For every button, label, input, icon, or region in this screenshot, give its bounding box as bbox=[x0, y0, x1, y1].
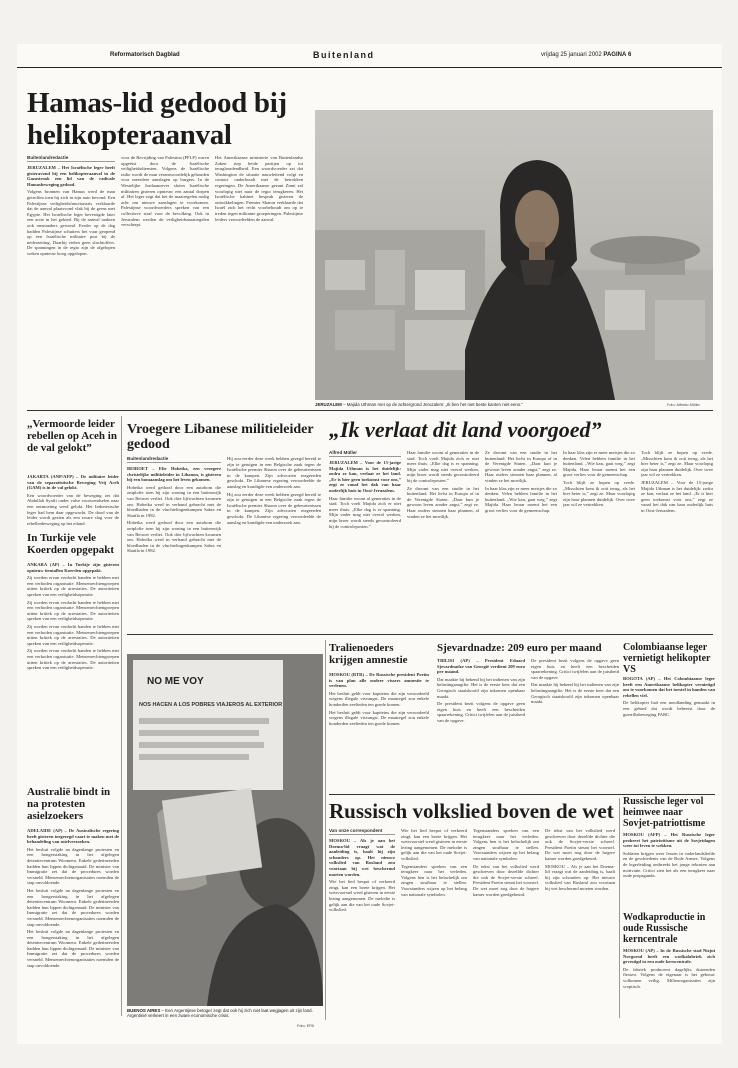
main-photo-image bbox=[315, 110, 713, 400]
vodka-headline: Wodkaproductie in oude Russische kerncentrale bbox=[623, 912, 706, 945]
russia-anthem-col3: Tegenstanders spreken van een terugkeer naar het verleden. Volgens hen is het belachelijk om zingen strafbaar te stellen. Voorstanders wijzen op het belang van nationale symbolen. De tekst van het volkslied werd geschreven door dezelfde dichter die ook de Sovjet-versie schreef. President Poetin steunt het voorstel. De wet moet nog door de hogere kamer worden goedgekeurd. bbox=[473, 828, 539, 897]
section-divider bbox=[27, 410, 713, 411]
lebanon-col2: Hij zou eerder deze week hebben gezegd bereid te zijn te getuigen in een Belgische zaak tegen de Israëlische premier Sharon over de gebeurtenissen in de kampen. Zijn advocaten reageerden geschokt. De Libanese regering veroordeelde de aanslag en kondigde een onderzoek aan. Hij zou eerder deze week hebben gezegd bereid te zijn te getuigen in een Belgische zaak tegen de Israëlische premier Sharon over de gebeurtenissen in de kampen. Zijn advocaten reageerden geschokt. De Libanese regering veroordeelde de aanslag en kondigde een onderzoek aan. bbox=[227, 456, 321, 525]
main-article-col2: voor de Bevrijding van Palestina (PFLP) waren opgeëist door de Israëlische veiligheidsdiensten. Volgens de Israëlische radio wordt de man verantwoordelijk gehouden voor meerdere aanslagen op burgers. In de Westelijke Jordaanoever sloten Israëlische militairen gisteren opnieuw een aantal dorpen af. Het leger zegt dat het de maatregelen nodig acht om nieuwe aanslagen te voorkomen. Palestijnse woordvoerders spreken van een collectieve straf voor de bevolking. Ook in Jeruzalem werden de veiligheidsmaatregelen verscherpt. bbox=[121, 155, 209, 228]
argentina-sign-text-1: NO ME VOY bbox=[147, 676, 204, 687]
argentina-caption: BUENOS AIRES – Een Argentijnse betoger zegt dat ook hij zich niet laat wegjagen uit zijn land. Argentinië verkeert in een zware economische crisis. bbox=[127, 1008, 313, 1019]
georgia-col1: TBILISI (AP) – President Eduard Sjevardnadze van Georgië verdient 209 euro per maand. Dat maakte hij bekend bij het indienen van zijn belastingaangifte. Het is de eerste keer dat een Georgisch staatshoofd zijn inkomen openbaar maakt. De president bezit volgens de opgave geen eigen huis en heeft een bescheiden spaarrekening. Critici twijfelen aan de juistheid van de opgave. bbox=[437, 658, 525, 723]
section-divider bbox=[329, 794, 715, 795]
trawlers-headline: Tralienoeders krijgen amnestie bbox=[329, 642, 408, 666]
section-title: Buitenland bbox=[313, 50, 375, 60]
interview-col1: Alfred Müller JERUZALEM – Voor de 15-jarige Majida Uthman is het duidelijk: zodra ze kan, verlaat ze het land. „Er is hier geen toekomst voor ons,” zegt ze vanaf het dak van haar ouderlijk huis in Oost-Jeruzalem. Haar familie woont al generaties in de stad. Toch voelt Majida zich er niet meer thuis. „Elke dag is er spanning. Mijn vader mag niet overal werken, mijn broer wordt steeds gecontroleerd bij de controleposten.” bbox=[329, 450, 401, 529]
russia-anthem-headline: Russisch volkslied boven de wet bbox=[329, 799, 614, 823]
australia-body: ADELAIDE (AP) – De Australische regering heeft gisteren toegezegd vaart te maken met de behandeling van asielverzoeken. Het besluit volgde na dagenlange protesten en een hongerstaking in het afgelegen detentiecentrum Woomera. Enkele gedetineerden hadden hun lippen dichtgenaaid. De minister van Immigratie zei dat de procedures worden versneld. Mensenrechtenorganisaties noemden de stap onvoldoende. Het besluit volgde na dagenlange protesten en een hongerstaking in het afgelegen detentiecentrum Woomera. Enkele gedetineerden hadden hun lippen dichtgenaaid. De minister van Immigratie zei dat de procedures worden versneld. Mensenrechtenorganisaties noemden de stap onvoldoende. Het besluit volgde na dagenlange protesten en een hongerstaking in het afgelegen detentiecentrum Woomera. Enkele gedetineerden hadden hun lippen dichtgenaaid. De minister van Immigratie zei dat de procedures worden versneld. Mensenrechtenorganisaties noemden de stap onvoldoende. bbox=[27, 828, 119, 968]
column-rule bbox=[121, 416, 122, 1016]
russia-anthem-col2: Wie het lied bespot of verkeerd zingt, kan een boete krijgen. Het wetsvoorstel werd gisteren in eerste lezing aangenomen. De melodie is gelijk aan die van het oude Sovjet-volkslied. Tegenstanders spreken van een terugkeer naar het verleden. Volgens hen is het belachelijk om zingen strafbaar te stellen. Voorstanders wijzen op het belang van nationale symbolen. bbox=[401, 828, 467, 897]
argentina-photo bbox=[127, 654, 323, 1006]
trawlers-body: MOSKOU (RTR) – De Russische president Poetin is van plan alle oudere vissers amnestie te verlenen. Het besluit geldt voor kapiteins die zijn veroordeeld wegens illegale visvangst. De maatregel zou enkele honderden zeelieden ten goede komen. Het besluit geldt voor kapiteins die zijn veroordeeld wegens illegale visvangst. De maatregel zou enkele honderden zeelieden ten goede komen. bbox=[329, 672, 429, 726]
aceh-body: JAKARTA (ANP/AFP) – De militaire leider van de separatistische Beweging Vrij Aceh (GAM) is in de val gelokt. Een woordvoerder van de beweging zei dat Abdullah Syafii onder valse voorwendselen naar een ontmoeting werd gelokt. Het Indonesische leger had hem daar opgewacht. De dood van de leider wordt gezien als een zware slag voor de rebellenbeweging op het eiland. bbox=[27, 474, 119, 526]
argentina-credit: Foto: EPA bbox=[297, 1024, 315, 1028]
russia-army-body: MOSKOU (AFP) – Het Russische leger probeert het patriottisme uit de Sovjetdagen weer tot leven te wekken. Soldaten krijgen weer lessen in vaderlandsliefde en de geschiedenis van de Rode Armee. Volgens de legerleiding ontbreekt het jonge rekruten aan motivatie. Critici zien het als een terugkeer naar oude propaganda. bbox=[623, 832, 715, 879]
turkey-body: ANKARA (AP) – In Turkije zijn gisteren opnieuw tientallen Koerden opgepakt. Zij worden ervan verdacht banden te hebben met een verboden organisatie. Mensenrechtengroepen uitten kritiek op de arrestaties. De autoriteiten spreken van een veiligheidsoperatie. Zij worden ervan verdacht banden te hebben met een verboden organisatie. Mensenrechtengroepen uitten kritiek op de arrestaties. De autoriteiten spreken van een veiligheidsoperatie. Zij worden ervan verdacht banden te hebben met een verboden organisatie. Mensenrechtengroepen uitten kritiek op de arrestaties. De autoriteiten spreken van een veiligheidsoperatie. Zij worden ervan verdacht banden te hebben met een verboden organisatie. Mensenrechtengroepen uitten kritiek op de arrestaties. De autoriteiten spreken van een veiligheidsoperatie. bbox=[27, 562, 119, 671]
page-header bbox=[17, 44, 722, 68]
paper-name: Reformatorisch Dagblad bbox=[110, 52, 180, 58]
main-photo bbox=[315, 110, 713, 400]
australia-headline: Australië bindt in na protesten asielzoekers bbox=[27, 786, 111, 822]
newspaper-page bbox=[17, 44, 722, 1044]
main-article-col1: Buitenlandredactie JERUZALEM – Het Israëlische leger heeft gisteravond bij een helikopteraanval in de Gazastrook een lid van de radicale Hamasbeweging gedood. Volgens bronnen van Hamas werd de man getroffen toen hij zich in zijn auto bevond. Een Palestijnse veiligheidsfunctionaris verklaarde dat de aanval plaatsvond vlak bij de grens met Egypte. Het Israëlische leger bevestigde later een actie in het gebied. Bij de aanval raakten ook omstanders gewond. Eerder op de dag hadden Palestijnse schutters het vuur geopend op een Israëlische militaire post bij de nederzetting. Daarbij vielen geen slachtoffers. De spanningen in de regio zijn de afgelopen weken opnieuw hoog opgelopen. bbox=[27, 155, 115, 256]
interview-col3: Ze droomt van een studie in het buitenland. Het liefst in Europa of in de Verenigde Staten. „Daar kun je gewoon leven zonder angst,” zegt ze. Haar ouders steunen haar plannen, al vinden ze het moeilijk. In haar klas zijn er meer meisjes die zo denken. Velen hebben familie in het buitenland. „Wie kan, gaat weg,” zegt Majida. Haar leraar noemt het een groot verlies voor de gemeenschap. bbox=[485, 450, 557, 513]
argentina-photo-image bbox=[127, 654, 323, 1006]
main-article-col3: Het Amerikaanse ministerie van Buitenlandse Zaken riep beide partijen op tot terughoudendheid. Een woordvoerder zei dat Washington de situatie nauwlettend volgt en contact onderhoudt met de betrokken regeringen. De Amerikaanse gezant Zinni zal voorlopig niet naar de regio terugkeren. Het Israëlische kabinet besprak gisteren de ontwikkelingen. Premier Sharon verklaarde dat Israël zich het recht voorbehoudt om op te treden tegen militante groeperingen. Palestijnse leiders veroordeelden de aanval. bbox=[215, 155, 303, 222]
colombia-headline: Colombiaanse leger vernietigt helikopter VS bbox=[623, 642, 711, 675]
russia-anthem-col1: Van onze correspondent MOSKOU – Als je aan het Doema-lid vraagt wat de aanleiding is, haalt hij zijn schouders op. Het nieuwe volkslied van Rusland zou voortaan bij wet beschermd moeten worden. Wie het lied bespot of verkeerd zingt, kan een boete krijgen. Het wetsvoorstel werd gisteren in eerste lezing aangenomen. De melodie is gelijk aan die van het oude Sovjet-volkslied. bbox=[329, 828, 395, 913]
turkey-headline: In Turkije vele Koerden opgepakt bbox=[27, 532, 115, 556]
interview-headline: „Ik verlaat dit land voorgoed” bbox=[329, 417, 602, 442]
column-rule bbox=[619, 798, 620, 1018]
colombia-body: BOGOTA (AP) – Het Colombiaanse leger heeft een Amerikaanse helikopter vernietigd om te voorkomen dat het toestel in handen van rebellen viel. De helikopter had een noodlanding gemaakt in een gebied dat wordt beheerst door de guerrillabeweging FARC. bbox=[623, 676, 715, 717]
interview-col4: In haar klas zijn er meer meisjes die zo denken. Velen hebben familie in het buitenland. „Wie kan, gaat weg,” zegt Majida. Haar leraar noemt het een groot verlies voor de gemeenschap. Toch blijft ze hopen op vrede. „Misschien kom ik ooit terug, als het hier beter is,” zegt ze. Maar voorlopig zijn haar plannen duidelijk. Over twee jaar wil ze vertrekken. bbox=[563, 450, 635, 508]
main-byline: Buitenlandredactie bbox=[27, 155, 115, 162]
interview-col5: Toch blijft ze hopen op vrede. „Misschien kom ik ooit terug, als het hier beter is,” zegt ze. Maar voorlopig zijn haar plannen duidelijk. Over twee jaar wil ze vertrekken. JERUZALEM – Voor de 15-jarige Majida Uthman is het duidelijk: zodra ze kan, verlaat ze het land. „Er is hier geen toekomst voor ons,” zegt ze vanaf het dak van haar ouderlijk huis in Oost-Jeruzalem. bbox=[641, 450, 713, 513]
section-divider bbox=[127, 634, 713, 635]
aceh-headline: „Vermoorde leider rebellen op Aceh in de val gelokt” bbox=[27, 418, 117, 454]
lebanon-headline: Vroegere Libanese militieleider gedood bbox=[127, 422, 314, 452]
main-headline: Hamas-lid gedood bij helikopteraanval bbox=[27, 87, 287, 151]
interview-col2: Haar familie woont al generaties in de stad. Toch voelt Majida zich er niet meer thuis. „Elke dag is er spanning. Mijn vader mag niet overal werken, mijn broer wordt steeds gecontroleerd bij de controleposten.” Ze droomt van een studie in het buitenland. Het liefst in Europa of in de Verenigde Staten. „Daar kun je gewoon leven zonder angst,” zegt ze. Haar ouders steunen haar plannen, al vinden ze het moeilijk. bbox=[407, 450, 479, 519]
vodka-body: MOSKOU (AP) – In de Russische stad Nizjni Novgorod heeft een wodkafabriek zich gevestigd in een oude kerncentrale. De fabriek produceert dagelijks duizenden flessen. Volgens de eigenaar is het gebouw volkomen veilig. Milieuorganisaties zijn sceptisch. bbox=[623, 948, 715, 989]
main-photo-caption: JERUZALEM – Majida Uthman met op de achtergrond Jeruzalem: „Ik ben het niet beste kanten niet eens.” bbox=[315, 402, 523, 407]
russia-army-headline: Russische leger vol heimwee naar Sovjet-patriottisme bbox=[623, 796, 706, 829]
georgia-headline: Sjevardnadze: 209 euro per maand bbox=[437, 642, 602, 654]
main-photo-credit: Foto: Alfredo Müller bbox=[667, 403, 700, 407]
georgia-col2: De president bezit volgens de opgave geen eigen huis en heeft een bescheiden spaarrekening. Critici twijfelen aan de juistheid van de opgave. Dat maakte hij bekend bij het indienen van zijn belastingaangifte. Het is de eerste keer dat een Georgisch staatshoofd zijn inkomen openbaar maakt. bbox=[531, 658, 619, 705]
lebanon-col1: Buitenlandredactie BEIROET – Elie Hobeika, een vroegere christelijke militieleider in Libanon, is gisteren bij een bomaanslag om het leven gekomen. Hobeika werd gedood door een autobom die ontplofte toen hij zijn woning in een buitenwijk van Beiroet verliet. Ook drie lijfwachten kwamen om. Hobeika werd in verband gebracht met de bloedbaden in de vluchtelingenkampen Sabra en Shatila in 1982. Hobeika werd gedood door een autobom die ontplofte toen hij zijn woning in een buitenwijk van Beiroet verliet. Ook drie lijfwachten kwamen om. Hobeika werd in verband gebracht met de bloedbaden in de vluchtelingenkampen Sabra en Shatila in 1982. bbox=[127, 456, 221, 554]
argentina-sign-text-2: NOS HACEN A LOS POBRES VIAJEROS AL EXTERIOR bbox=[139, 702, 283, 708]
russia-anthem-col4: De tekst van het volkslied werd geschreven door dezelfde dichter die ook de Sovjet-versie schreef. President Poetin steunt het voorstel. De wet moet nog door de hogere kamer worden goedgekeurd. MOSKOU – Als je aan het Doema-lid vraagt wat de aanleiding is, haalt hij zijn schouders op. Het nieuwe volkslied van Rusland zou voortaan bij wet beschermd moeten worden. bbox=[545, 828, 615, 891]
column-rule bbox=[325, 640, 326, 1020]
page-date: vrijdag 25 januari 2002 PAGINA 6 bbox=[541, 52, 632, 58]
